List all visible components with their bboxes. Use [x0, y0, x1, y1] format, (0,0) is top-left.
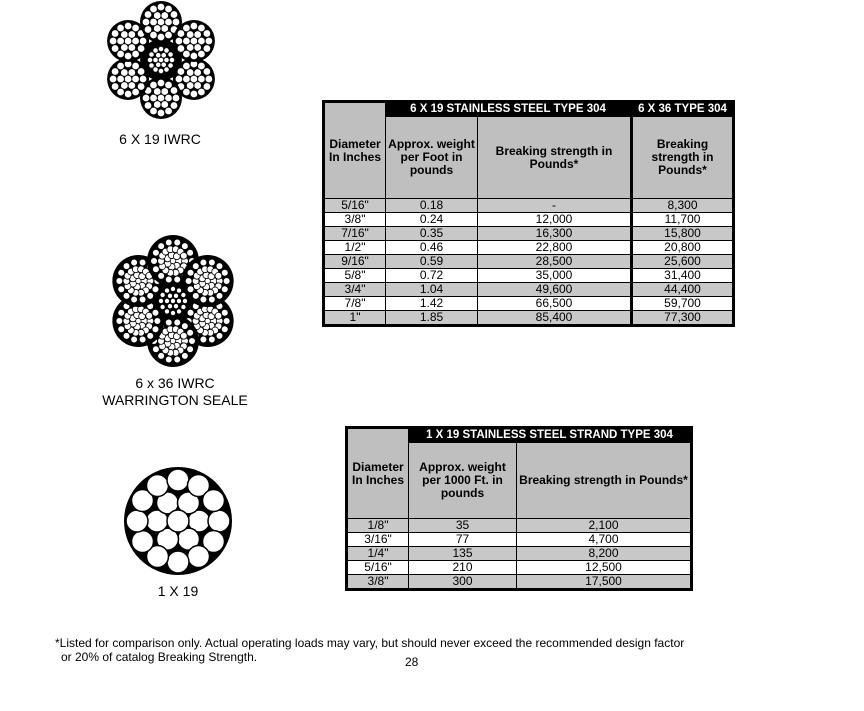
- table-cell: 300: [409, 575, 517, 590]
- table-6x19-6x36: [322, 100, 735, 327]
- table-cell: 8,200: [517, 547, 692, 561]
- rope-6x36-caption-line1: 6 x 36 IWRC: [135, 375, 215, 391]
- rope-1x19-diagram: [121, 464, 235, 578]
- strength-header: Breaking strength in Pounds*: [478, 117, 632, 199]
- table-cell: 1/4": [347, 547, 409, 561]
- table-cell: 135: [409, 547, 517, 561]
- rope-6x19-iwrc-diagram: [111, 0, 211, 120]
- table-cell: 1": [324, 311, 386, 326]
- table-cell: 31,400: [632, 269, 734, 283]
- rope-6x36-iwrc-diagram: [113, 236, 243, 366]
- table-cell: 59,700: [632, 297, 734, 311]
- table-cell: 7/16": [324, 227, 386, 241]
- table-cell: 20,800: [632, 241, 734, 255]
- table-cell: 7/8": [324, 297, 386, 311]
- table-cell: 1/2": [324, 241, 386, 255]
- table-cell: 0.59: [386, 255, 478, 269]
- table-cell: 44,400: [632, 283, 734, 297]
- diameter-header: Diameter In Inches: [347, 428, 409, 519]
- table-cell: 16,300: [478, 227, 632, 241]
- table2-body: [347, 519, 692, 590]
- rope-6x36-caption: [80, 375, 270, 409]
- table-cell: 1.85: [386, 311, 478, 326]
- strength-header: Breaking strength in Pounds*: [517, 443, 692, 519]
- weight-header: Approx. weight per 1000 Ft. in pounds: [409, 443, 517, 519]
- table-cell: 3/4": [324, 283, 386, 297]
- table-cell: 1.04: [386, 283, 478, 297]
- table-cell: 0.24: [386, 213, 478, 227]
- table-cell: 210: [409, 561, 517, 575]
- table-cell: 9/16": [324, 255, 386, 269]
- table-cell: 0.46: [386, 241, 478, 255]
- table-cell: 3/16": [347, 533, 409, 547]
- table-row: [347, 533, 692, 547]
- table-row: [347, 561, 692, 575]
- table2-title: 1 X 19 STAINLESS STEEL STRAND TYPE 304: [409, 428, 692, 443]
- table-1x19-strand: [345, 426, 693, 591]
- diameter-header: Diameter In Inches: [324, 102, 386, 199]
- table-cell: 25,600: [632, 255, 734, 269]
- table-cell: 5/8": [324, 269, 386, 283]
- table1-title-left: 6 X 19 STAINLESS STEEL TYPE 304: [386, 102, 632, 117]
- table-row: [324, 269, 734, 283]
- table-cell: 85,400: [478, 311, 632, 326]
- table-row: [324, 297, 734, 311]
- table-cell: 3/8": [347, 575, 409, 590]
- table-cell: 1.42: [386, 297, 478, 311]
- table-row: [324, 241, 734, 255]
- table-row: [347, 575, 692, 590]
- rope-6x19-caption: 6 X 19 IWRC: [119, 131, 201, 147]
- table-cell: 0.35: [386, 227, 478, 241]
- table-cell: 1/8": [347, 519, 409, 533]
- table-row: [324, 213, 734, 227]
- table-row: [324, 227, 734, 241]
- table-row: [324, 311, 734, 326]
- table-row: [324, 255, 734, 269]
- table-cell: 66,500: [478, 297, 632, 311]
- footnote-line2: or 20% of catalog Breaking Strength.: [61, 650, 258, 664]
- table-row: [324, 283, 734, 297]
- page-number: 28: [405, 655, 419, 669]
- footnote: [55, 636, 815, 664]
- table-cell: 11,700: [632, 213, 734, 227]
- table-cell: 4,700: [517, 533, 692, 547]
- table-row: [347, 519, 692, 533]
- table-cell: 12,500: [517, 561, 692, 575]
- rope-1x19-caption: 1 X 19: [157, 583, 199, 599]
- weight-header: Approx. weight per Foot in pounds: [386, 117, 478, 199]
- table-cell: 5/16": [347, 561, 409, 575]
- table-cell: 12,000: [478, 213, 632, 227]
- table1-body: [324, 199, 734, 326]
- strength2-header: Breaking strength in Pounds*: [632, 117, 734, 199]
- table-row: [324, 199, 734, 213]
- table-cell: 0.72: [386, 269, 478, 283]
- table-cell: 3/8": [324, 213, 386, 227]
- table-row: [347, 547, 692, 561]
- table-cell: 35,000: [478, 269, 632, 283]
- table-cell: 77: [409, 533, 517, 547]
- table-cell: 35: [409, 519, 517, 533]
- table-cell: 15,800: [632, 227, 734, 241]
- table-cell: 22,800: [478, 241, 632, 255]
- table-cell: 8,300: [632, 199, 734, 213]
- rope-6x36-caption-line2: WARRINGTON SEALE: [102, 392, 248, 408]
- table-cell: -: [478, 199, 632, 213]
- table-cell: 77,300: [632, 311, 734, 326]
- footnote-line1: *Listed for comparison only. Actual operating loads may vary, but should never exceed the recommended design factor: [55, 636, 685, 650]
- table-cell: 28,500: [478, 255, 632, 269]
- table-cell: 0.18: [386, 199, 478, 213]
- table1-title-right: 6 X 36 TYPE 304: [632, 102, 734, 117]
- table-cell: 2,100: [517, 519, 692, 533]
- table-cell: 49,600: [478, 283, 632, 297]
- table-cell: 5/16": [324, 199, 386, 213]
- table-cell: 17,500: [517, 575, 692, 590]
